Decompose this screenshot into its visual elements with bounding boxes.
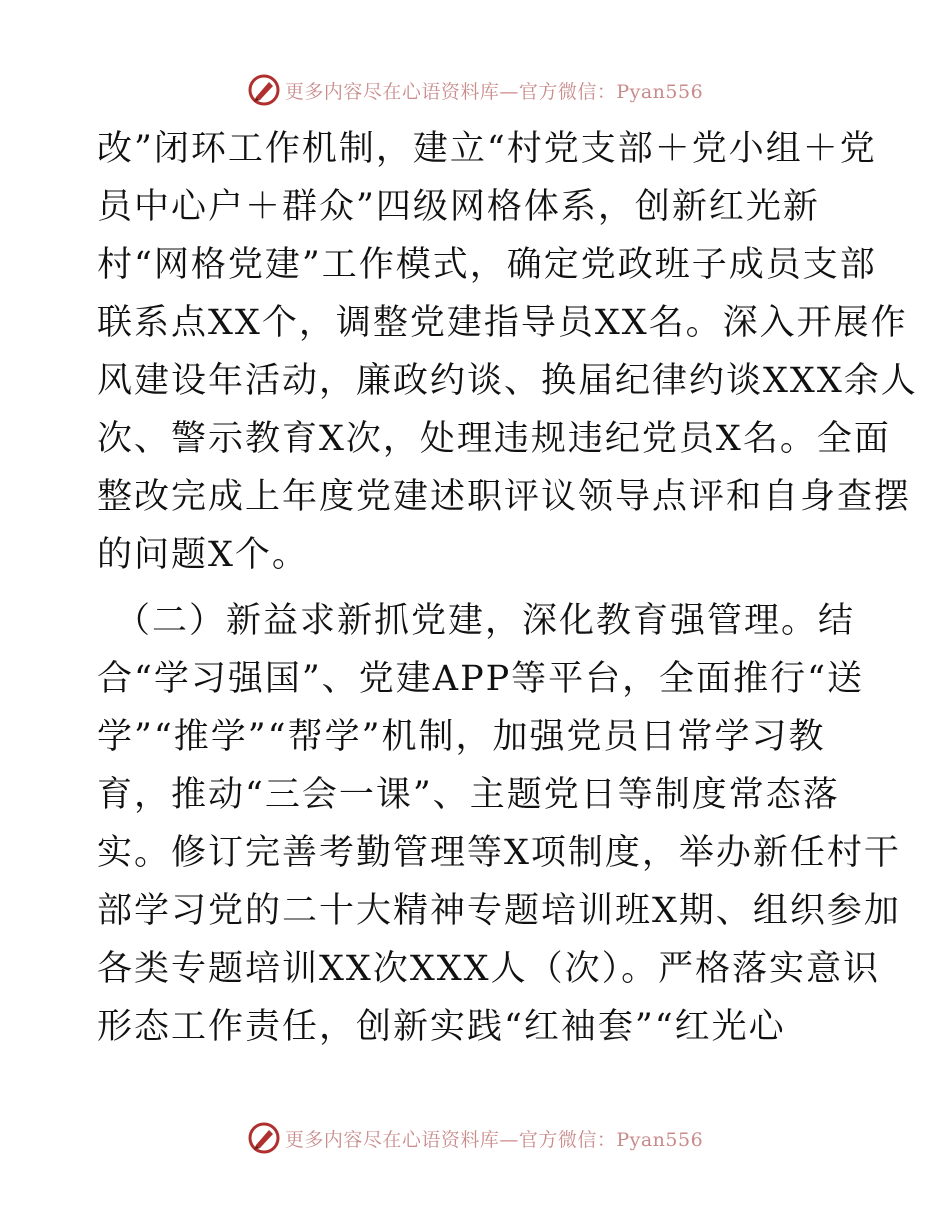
text-line: 风建设年活动，廉政约谈、换届纪律约谈XXX余人: [97, 361, 918, 401]
text-line: 部学习党的二十大精神专题培训班X期、组织参加: [97, 891, 901, 931]
text-line: 次、警示教育X次，处理违规违纪党员X名。全面: [97, 419, 891, 459]
text-line: （二）新益求新抓党建，深化教育强管理。结: [115, 601, 856, 641]
document-body: [97, 120, 918, 1056]
watermark-footer: [0, 1118, 950, 1158]
paragraph-2: [97, 592, 901, 1056]
text-line: 改”闭环工作机制，建立“村党支部＋党小组＋党: [97, 129, 877, 169]
text-line: 联系点XX个，调整党建指导员XX名。深入开展作: [97, 303, 908, 343]
watermark-text: 更多内容尽在心语资料库—官方微信：Pyan556: [284, 80, 704, 103]
text-line: 村“网格党建”工作模式，确定党政班子成员支部: [97, 245, 877, 285]
pen-logo-icon: [247, 73, 281, 107]
pen-logo-icon: [247, 1121, 281, 1155]
text-line: 合“学习强国”、党建APP等平台，全面推行“送: [97, 659, 865, 699]
watermark-text: 更多内容尽在心语资料库—官方微信：Pyan556: [284, 1128, 704, 1151]
text-line: 员中心户＋群众”四级网格体系，创新红光新: [97, 187, 820, 227]
paragraph-1: [97, 120, 918, 584]
watermark-header: [0, 70, 950, 110]
text-line: 实。修订完善考勤管理等X项制度，举办新任村干: [97, 833, 901, 873]
text-line: 育，推动“三会一课”、主题党日等制度常态落: [97, 775, 840, 815]
text-line: 各类专题培训XX次XXX人（次）。严格落实意识: [97, 949, 881, 989]
text-line: 学”“推学”“帮学”机制，加强党员日常学习教: [97, 717, 826, 757]
text-line: 形态工作责任，创新实践“红袖套”“红光心: [97, 1007, 786, 1047]
text-line: 的问题X个。: [97, 535, 309, 575]
text-line: 整改完成上年度党建述职评议领导点评和自身查摆: [97, 477, 912, 517]
